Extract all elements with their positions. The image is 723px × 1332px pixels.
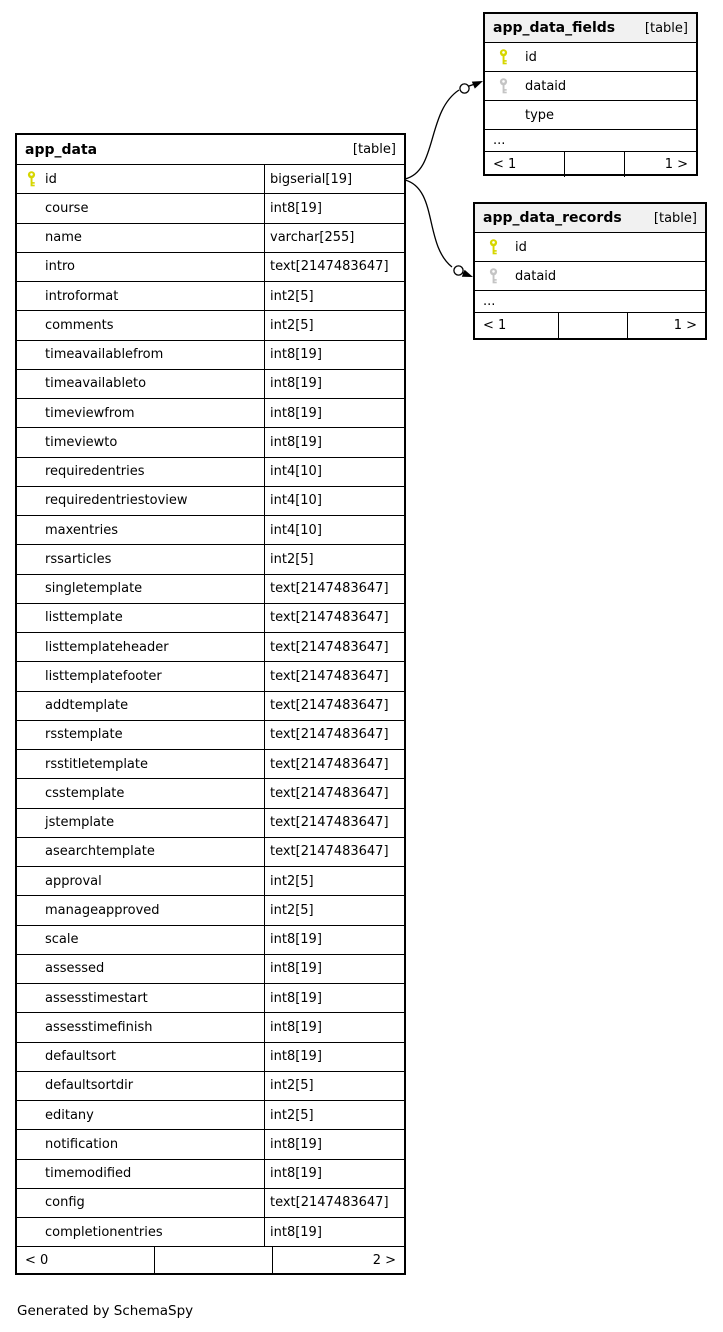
column-name: name — [45, 230, 82, 246]
column-type: int8[19] — [264, 984, 404, 1012]
column-name-cell — [17, 896, 264, 924]
column-row-config — [17, 1189, 404, 1218]
table-type-tag: [table] — [653, 210, 697, 226]
column-type: int2[5] — [264, 1072, 404, 1100]
column-name-cell — [17, 165, 264, 193]
arrowhead-icon — [462, 270, 473, 277]
column-row-listtemplatefooter — [17, 662, 404, 691]
column-name-cell — [475, 262, 705, 290]
column-name: listtemplateheader — [45, 639, 169, 655]
column-name-cell — [17, 633, 264, 661]
column-row-singletemplate — [17, 575, 404, 604]
column-row-assesstimefinish — [17, 1013, 404, 1042]
column-row-requiredentries — [17, 458, 404, 487]
table-app-data-fields-rows — [485, 43, 696, 130]
column-name: assesstimefinish — [45, 1019, 153, 1035]
column-name: rsstemplate — [45, 727, 123, 743]
column-name-cell — [17, 545, 264, 573]
footer-children-count: 1 > — [624, 152, 696, 177]
column-name-cell — [17, 224, 264, 252]
primary-key-icon — [498, 49, 509, 66]
column-row-course — [17, 194, 404, 223]
column-row-id — [17, 165, 404, 194]
footer-parents-count: < 1 — [483, 318, 507, 333]
column-type: text[2147483647] — [264, 692, 404, 720]
column-name-cell — [17, 838, 264, 866]
column-row-comments — [17, 311, 404, 340]
column-type: int2[5] — [264, 867, 404, 895]
column-row-requiredentriestoview — [17, 487, 404, 516]
column-name: jstemplate — [45, 815, 115, 831]
column-row-type — [485, 101, 696, 130]
column-name: rsstitletemplate — [45, 756, 148, 772]
column-name-cell — [17, 721, 264, 749]
column-type: int8[19] — [264, 926, 404, 954]
column-row-timemodified — [17, 1160, 404, 1189]
column-name: intro — [45, 259, 75, 275]
column-type: int8[19] — [264, 428, 404, 456]
column-name-cell — [17, 1130, 264, 1158]
zero-or-one-circle — [460, 84, 469, 93]
column-type: int4[10] — [264, 458, 404, 486]
column-type: text[2147483647] — [264, 750, 404, 778]
column-type: text[2147483647] — [264, 633, 404, 661]
column-type: int2[5] — [264, 545, 404, 573]
column-name-cell — [17, 1013, 264, 1041]
column-name: comments — [45, 317, 114, 333]
table-app-data-header[interactable] — [17, 135, 404, 165]
column-row-timeviewfrom — [17, 399, 404, 428]
column-name-cell — [17, 809, 264, 837]
column-name: rssarticles — [45, 551, 112, 567]
column-name-cell — [17, 926, 264, 954]
column-type: int8[19] — [264, 1160, 404, 1188]
column-name: timeviewfrom — [45, 405, 135, 421]
column-row-listtemplate — [17, 604, 404, 633]
table-type-tag: [table] — [352, 142, 396, 157]
column-name-cell — [485, 101, 696, 129]
table-app-data-records-footer — [475, 313, 705, 338]
column-row-name — [17, 224, 404, 253]
column-row-rsstitletemplate — [17, 750, 404, 779]
column-name-cell — [17, 311, 264, 339]
column-name-cell — [17, 779, 264, 807]
footer-spacer — [154, 1247, 272, 1273]
column-row-id — [475, 233, 705, 262]
column-row-approval — [17, 867, 404, 896]
table-app-data-rows — [17, 165, 404, 1247]
primary-key-icon — [26, 171, 37, 188]
table-app-data-fields[interactable] — [483, 12, 698, 176]
column-row-intro — [17, 253, 404, 282]
column-name: editany — [45, 1107, 94, 1123]
column-type: int8[19] — [264, 399, 404, 427]
column-row-timeavailablefrom — [17, 341, 404, 370]
column-name-cell — [17, 341, 264, 369]
column-name: manageapproved — [45, 902, 160, 918]
column-name: completionentries — [45, 1224, 163, 1240]
column-name-cell — [17, 984, 264, 1012]
column-name: requiredentriestoview — [45, 493, 188, 509]
column-row-assesstimestart — [17, 984, 404, 1013]
column-row-introformat — [17, 282, 404, 311]
column-type: text[2147483647] — [264, 838, 404, 866]
column-type: int4[10] — [264, 516, 404, 544]
footer-children-count: 1 > — [627, 313, 705, 338]
column-type: int8[19] — [264, 1218, 404, 1246]
column-name: id — [515, 239, 527, 255]
column-row-editany — [17, 1101, 404, 1130]
column-type: int2[5] — [264, 311, 404, 339]
column-type: text[2147483647] — [264, 779, 404, 807]
column-row-asearchtemplate — [17, 838, 404, 867]
column-row-csstemplate — [17, 779, 404, 808]
more-columns-ellipsis: ... — [475, 291, 705, 313]
column-type: int2[5] — [264, 896, 404, 924]
column-name-cell — [17, 194, 264, 222]
generator-credit: Generated by SchemaSpy — [17, 1303, 194, 1319]
foreign-key-icon — [498, 78, 509, 95]
column-name-cell — [17, 487, 264, 515]
column-name-cell — [17, 692, 264, 720]
column-name-cell — [17, 1072, 264, 1100]
column-name: timeviewto — [45, 434, 118, 450]
column-name-cell — [17, 1043, 264, 1071]
more-columns-ellipsis: ... — [485, 130, 696, 152]
column-name: defaultsort — [45, 1049, 116, 1065]
column-type: int8[19] — [264, 955, 404, 983]
column-type: int2[5] — [264, 1101, 404, 1129]
column-name-cell — [17, 1218, 264, 1246]
column-row-defaultsort — [17, 1043, 404, 1072]
column-type: text[2147483647] — [264, 662, 404, 690]
column-name: requiredentries — [45, 464, 145, 480]
column-name: addtemplate — [45, 698, 129, 714]
column-type: text[2147483647] — [264, 1189, 404, 1217]
column-name: notification — [45, 1136, 119, 1152]
column-name-cell — [485, 43, 696, 71]
column-row-completionentries — [17, 1218, 404, 1247]
column-type: text[2147483647] — [264, 253, 404, 281]
column-name-cell — [17, 955, 264, 983]
column-row-timeviewto — [17, 428, 404, 457]
table-title[interactable]: app_data — [25, 141, 98, 158]
arrowhead-icon — [472, 81, 483, 89]
column-type: int2[5] — [264, 282, 404, 310]
table-app-data-records-rows — [475, 233, 705, 291]
primary-key-icon — [488, 239, 499, 256]
column-name-cell — [17, 516, 264, 544]
column-row-maxentries — [17, 516, 404, 545]
column-name: timeavailableto — [45, 376, 147, 392]
column-name: id — [525, 49, 537, 65]
column-name-cell — [17, 282, 264, 310]
column-row-jstemplate — [17, 809, 404, 838]
column-name: listtemplate — [45, 610, 123, 626]
column-name: config — [45, 1195, 85, 1211]
column-name: scale — [45, 932, 79, 948]
relationship-app-data-to-fields — [405, 81, 483, 179]
column-type: int8[19] — [264, 341, 404, 369]
column-row-assessed — [17, 955, 404, 984]
column-name-cell — [17, 1189, 264, 1217]
column-name-cell — [17, 575, 264, 603]
column-name: type — [525, 107, 555, 123]
column-name: timeavailablefrom — [45, 347, 164, 363]
column-name-cell — [17, 428, 264, 456]
column-name: id — [45, 171, 57, 187]
column-name-cell — [17, 662, 264, 690]
column-name-cell — [475, 233, 705, 261]
column-type: varchar[255] — [264, 224, 404, 252]
column-type: text[2147483647] — [264, 604, 404, 632]
footer-children-count: 2 > — [272, 1247, 404, 1273]
column-name: timemodified — [45, 1166, 132, 1182]
column-name: defaultsortdir — [45, 1078, 134, 1094]
column-row-manageapproved — [17, 896, 404, 925]
column-name-cell — [17, 750, 264, 778]
column-row-dataid — [475, 262, 705, 291]
foreign-key-icon — [488, 268, 499, 285]
table-app-data[interactable] — [15, 133, 406, 1275]
column-row-defaultsortdir — [17, 1072, 404, 1101]
column-row-listtemplateheader — [17, 633, 404, 662]
column-row-timeavailableto — [17, 370, 404, 399]
table-app-data-footer — [17, 1247, 404, 1273]
column-row-rssarticles — [17, 545, 404, 574]
column-row-scale — [17, 926, 404, 955]
column-name-cell — [17, 867, 264, 895]
column-row-rsstemplate — [17, 721, 404, 750]
column-row-dataid — [485, 72, 696, 101]
column-name: listtemplatefooter — [45, 668, 162, 684]
column-name: approval — [45, 873, 102, 889]
table-title[interactable]: app_data_records — [483, 210, 622, 226]
column-name: asearchtemplate — [45, 844, 155, 860]
column-name: introformat — [45, 288, 119, 304]
column-name: dataid — [525, 78, 567, 94]
column-type: text[2147483647] — [264, 575, 404, 603]
column-name-cell — [17, 253, 264, 281]
column-name-cell — [17, 604, 264, 632]
column-name: course — [45, 200, 89, 216]
table-app-data-fields-header[interactable] — [485, 14, 696, 43]
column-name: dataid — [515, 268, 557, 284]
column-type: int4[10] — [264, 487, 404, 515]
column-name: csstemplate — [45, 785, 125, 801]
column-row-notification — [17, 1130, 404, 1159]
table-type-tag: [table] — [644, 20, 688, 36]
table-app-data-records[interactable] — [473, 202, 707, 340]
column-name-cell — [17, 1101, 264, 1129]
footer-spacer — [564, 152, 624, 177]
column-name: maxentries — [45, 522, 118, 538]
column-row-addtemplate — [17, 692, 404, 721]
column-type: bigserial[19] — [264, 165, 404, 193]
column-name: singletemplate — [45, 581, 143, 597]
table-app-data-fields-footer — [485, 152, 696, 177]
relationship-app-data-to-records — [405, 180, 473, 277]
column-name: assessed — [45, 961, 105, 977]
footer-parents-count: < 0 — [25, 1252, 49, 1268]
column-name-cell — [485, 72, 696, 100]
footer-spacer — [558, 313, 627, 338]
column-name-cell — [17, 1160, 264, 1188]
zero-or-one-circle — [454, 266, 463, 275]
table-title[interactable]: app_data_fields — [493, 20, 616, 36]
column-row-id — [485, 43, 696, 72]
column-name-cell — [17, 370, 264, 398]
column-name: assesstimestart — [45, 990, 148, 1006]
column-type: int8[19] — [264, 1043, 404, 1071]
column-type: text[2147483647] — [264, 721, 404, 749]
table-app-data-records-header[interactable] — [475, 204, 705, 233]
footer-parents-count: < 1 — [493, 157, 517, 172]
column-type: text[2147483647] — [264, 809, 404, 837]
column-type: int8[19] — [264, 1130, 404, 1158]
column-type: int8[19] — [264, 370, 404, 398]
column-name-cell — [17, 458, 264, 486]
column-type: int8[19] — [264, 1013, 404, 1041]
column-name-cell — [17, 399, 264, 427]
column-type: int8[19] — [264, 194, 404, 222]
